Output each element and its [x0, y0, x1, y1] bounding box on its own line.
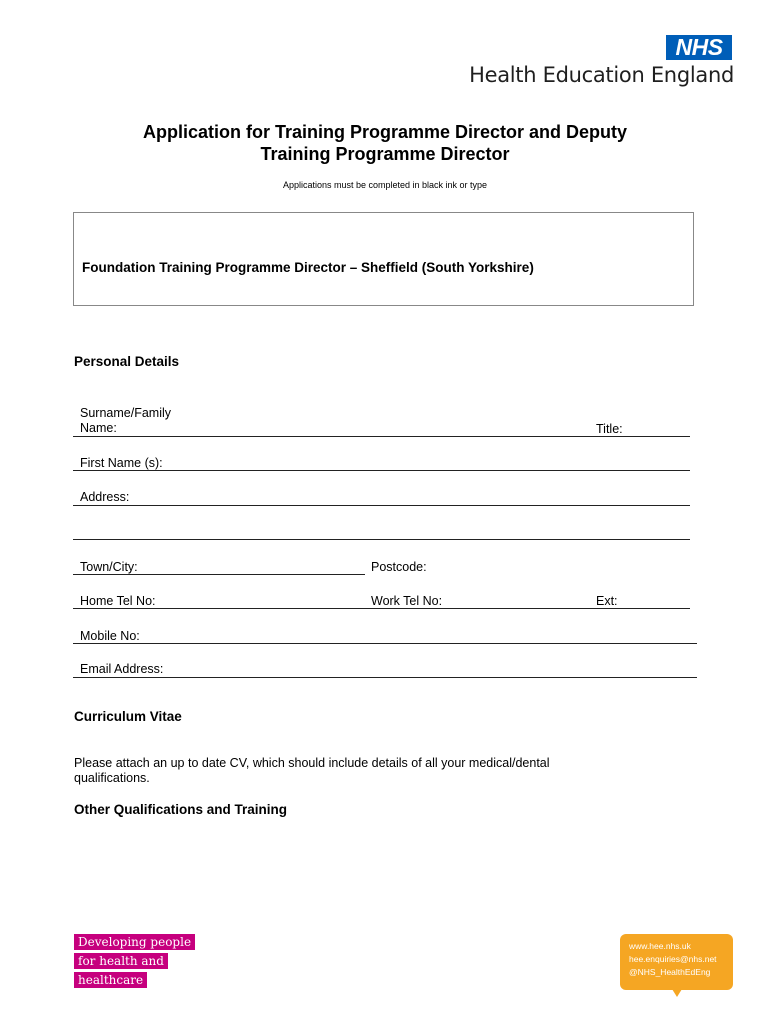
post-box: [73, 212, 694, 306]
post-title: Foundation Training Programme Director – Sheffield (South Yorkshire): [82, 260, 534, 275]
home-tel-label: Home Tel No:: [80, 594, 156, 608]
address-field-line1[interactable]: [73, 505, 690, 506]
surname-field[interactable]: [73, 436, 690, 437]
mobile-field[interactable]: [73, 643, 697, 644]
email-label: Email Address:: [80, 662, 164, 676]
speech-bubble-tail-icon: [672, 989, 682, 997]
postcode-label: Postcode:: [371, 560, 427, 574]
document-title: [80, 121, 690, 165]
first-name-field[interactable]: [73, 470, 690, 471]
email-field[interactable]: [73, 677, 697, 678]
tagline-line-2: for health and: [74, 953, 168, 969]
cv-heading: Curriculum Vitae: [74, 709, 182, 724]
tagline-line-1: Developing people: [74, 934, 195, 950]
twitter-text: @NHS_HealthEdEng: [629, 967, 711, 977]
personal-details-heading: Personal Details: [74, 354, 180, 369]
surname-label-line2: Name:: [80, 421, 117, 435]
website-text: www.hee.nhs.uk: [629, 941, 691, 951]
tagline-line-3: healthcare: [74, 972, 147, 988]
mobile-label: Mobile No:: [80, 629, 140, 643]
ext-label: Ext:: [596, 594, 618, 608]
town-label: Town/City:: [80, 560, 138, 574]
cv-text-line1: Please attach an up to date CV, which should include details of all your medical/dental: [74, 756, 550, 770]
address-label: Address:: [80, 490, 130, 504]
title-line-2: Training Programme Director: [260, 144, 510, 164]
cv-text-line2: qualifications.: [74, 771, 150, 785]
work-tel-label: Work Tel No:: [371, 594, 443, 608]
email-text: hee.enquiries@nhs.net: [629, 954, 717, 964]
nhs-logo: NHS: [666, 35, 732, 60]
contact-bubble: [620, 934, 733, 990]
org-name: Health Education England: [469, 63, 734, 87]
surname-label: [80, 406, 171, 436]
first-name-label: First Name (s):: [80, 456, 163, 470]
completion-note: Applications must be completed in black ink or type: [282, 180, 488, 190]
cv-instructions: [74, 756, 674, 786]
town-field[interactable]: [73, 574, 365, 575]
other-qualifications-heading: Other Qualifications and Training: [74, 802, 288, 817]
title-line-1: Application for Training Programme Director and Deputy: [142, 122, 628, 142]
title-label: Title:: [596, 422, 623, 436]
surname-label-line1: Surname/Family: [80, 406, 171, 420]
address-field-line2[interactable]: [73, 539, 690, 540]
